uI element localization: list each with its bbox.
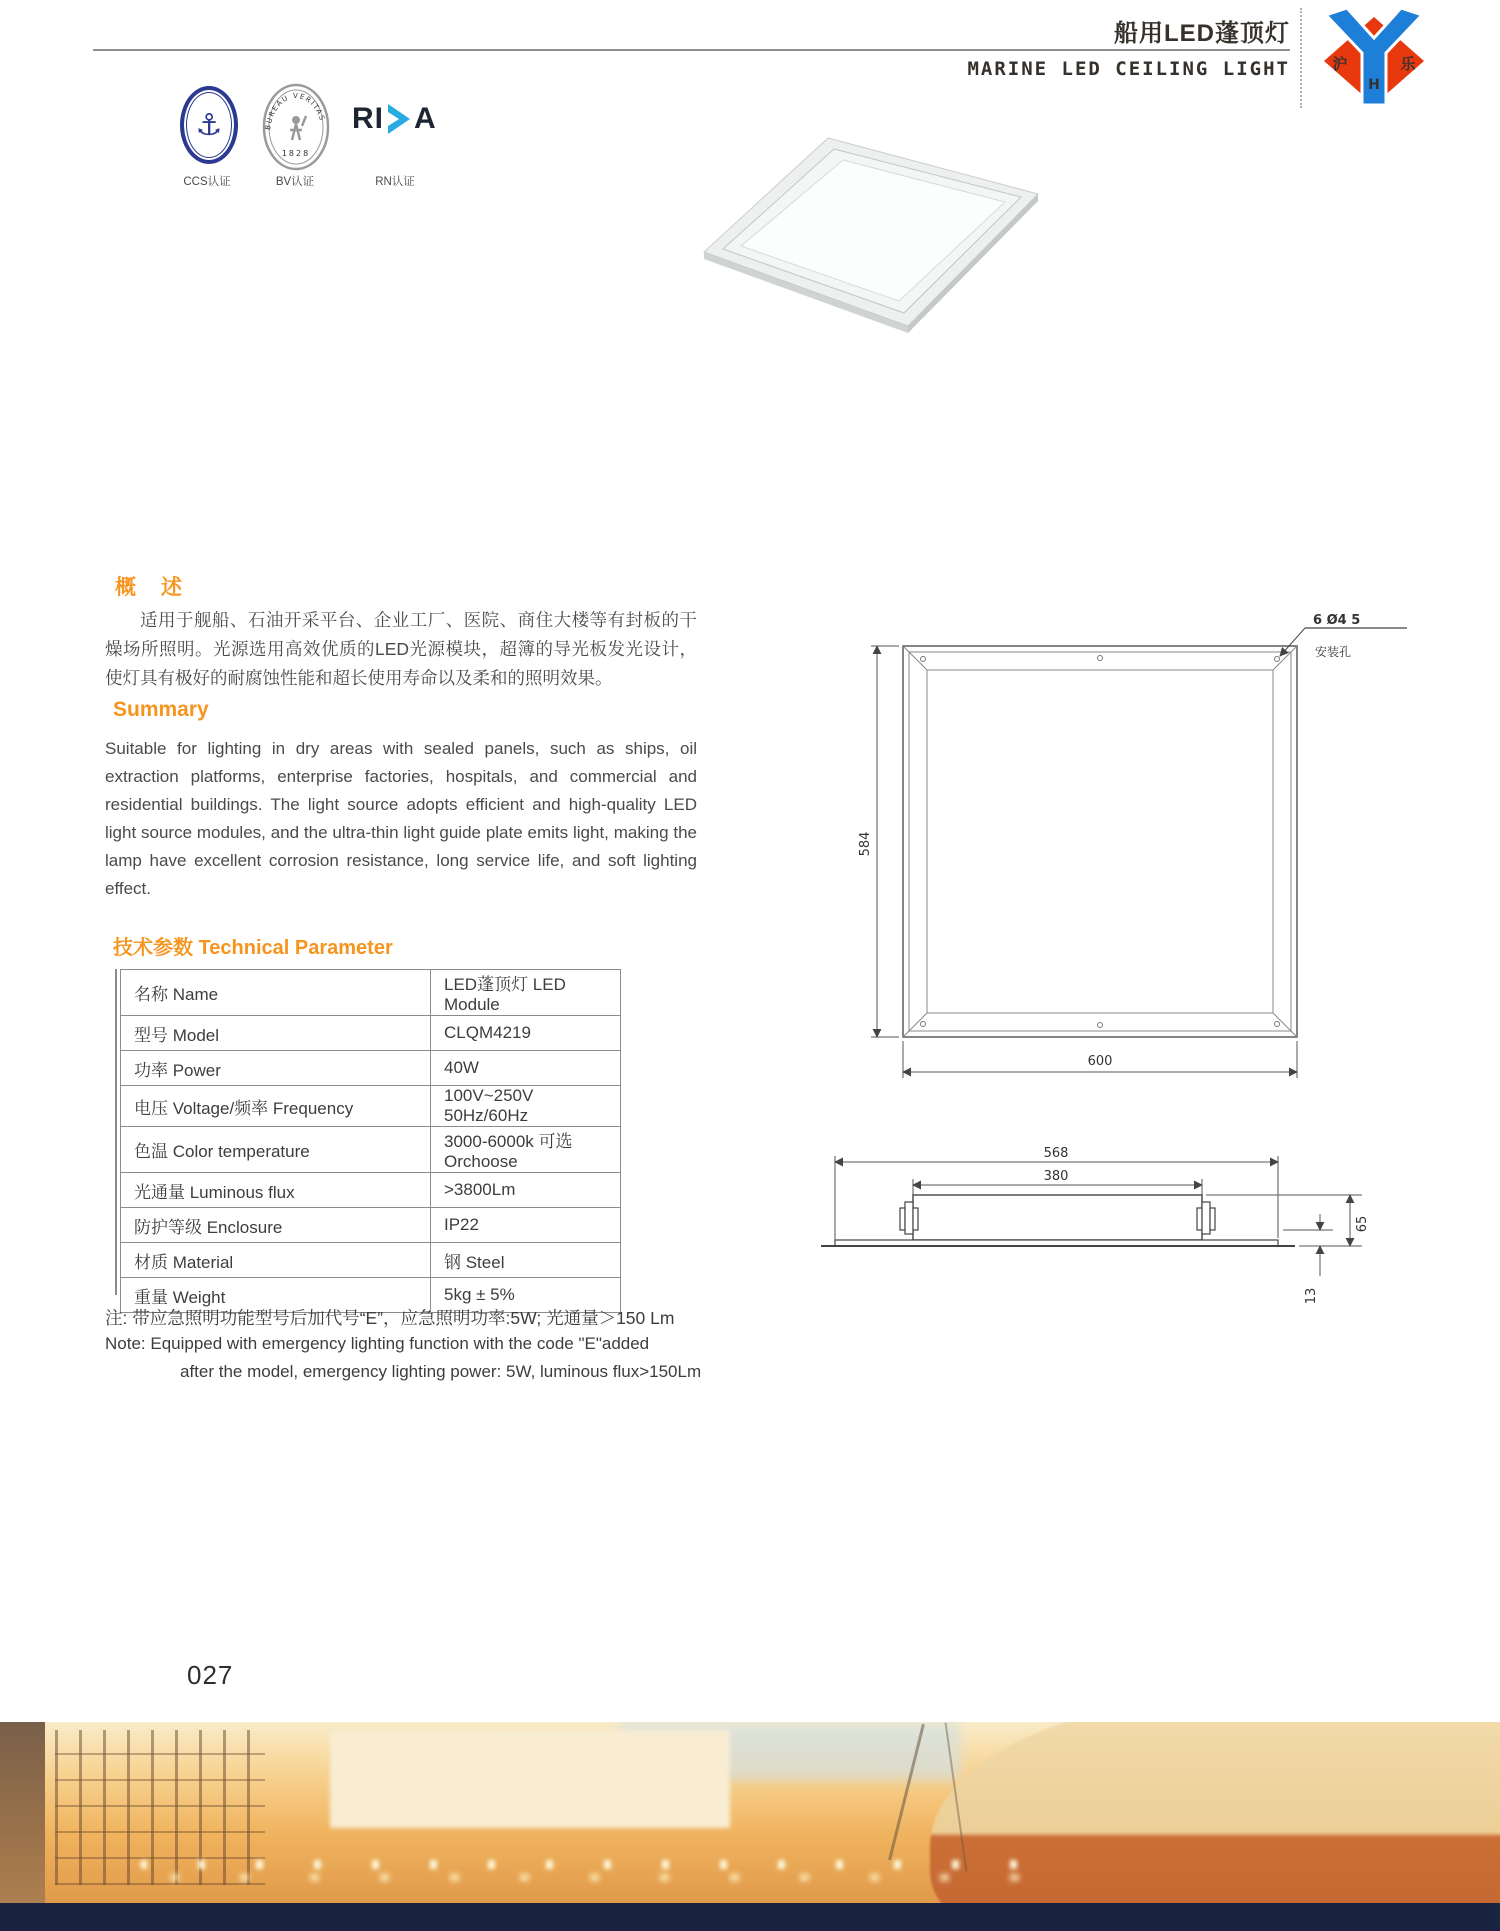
rina-badge-icon	[352, 102, 437, 136]
dim-568: 568	[1043, 1146, 1069, 1161]
company-logo-icon	[1312, 5, 1440, 113]
rina-sail-n-icon	[386, 104, 412, 134]
photo-dock-strip	[0, 1722, 45, 1903]
header-divider	[93, 49, 1290, 51]
bv-figure-icon	[292, 116, 300, 124]
rina-text-left: RI	[352, 102, 384, 135]
logo-char-right: 乐	[1400, 55, 1416, 73]
bv-badge-icon	[260, 82, 332, 177]
param-value: CLQM4219	[431, 1016, 621, 1051]
table-row	[121, 1086, 621, 1127]
param-label: 功率 Power	[121, 1051, 431, 1086]
page-title-en: MARINE LED CEILING LIGHT	[967, 58, 1290, 80]
param-value: 5kg ± 5%	[431, 1278, 621, 1313]
table-row	[121, 970, 621, 1016]
table-double-left-line	[115, 969, 117, 1295]
overview-body-en: Suitable for lighting in dry areas with sealed panels, such as ships, oil extraction platforms, enterprise factories, hospitals, and commercial and residential buildings. The light source adopts efficient and high-quality LED light source modules, and the ultra-thin light guide plate emits light, making the lamp have excellent corrosion resistance, long service life, and soft lighting effect.	[105, 739, 697, 898]
ccs-label: CCS认证	[183, 176, 231, 188]
table-row	[121, 1016, 621, 1051]
page-number: 027	[187, 1660, 234, 1690]
param-label: 材质 Material	[121, 1243, 431, 1278]
dim-380: 380	[1043, 1169, 1069, 1184]
page-title-zh: 船用LED蓬顶灯	[1114, 20, 1290, 47]
hole-note-sub: 安装孔	[1315, 645, 1352, 659]
overview-heading-en: Summary	[113, 698, 209, 721]
dim-13: 13	[1304, 1287, 1319, 1305]
param-label: 重量 Weight	[121, 1278, 431, 1313]
param-label: 型号 Model	[121, 1016, 431, 1051]
note-line-en2: after the model, emergency lighting power: 5W, luminous flux>150Lm	[180, 1362, 702, 1381]
param-label: 电压 Voltage/频率 Frequency	[121, 1086, 431, 1127]
table-row	[121, 1208, 621, 1243]
param-label: 防护等级 Enclosure	[121, 1208, 431, 1243]
hole-note: 6 Ø4 5	[1313, 613, 1361, 628]
param-label: 名称 Name	[121, 970, 431, 1016]
param-label: 色温 Color temperature	[121, 1127, 431, 1173]
bv-year: 1828	[281, 149, 311, 158]
photo-dock-lights	[140, 1860, 1020, 1869]
ccs-badge-icon	[180, 86, 238, 164]
dim-584: 584	[858, 831, 873, 857]
overview-body-zh: 适用于舰船、石油开采平台、企业工厂、医院、商住大楼等有封板的干燥场所照明。光源选用高效优质的LED光源模块，超簿的导光板发光设计，使灯具有极好的耐腐蚀性能和超长使用寿命以及柔和的照明效果。	[105, 610, 697, 688]
table-row	[121, 1173, 621, 1208]
rina-text-right: A	[414, 102, 437, 135]
footer-navy-bar	[0, 1903, 1500, 1931]
header-dotted-separator	[1300, 8, 1302, 108]
table-row	[121, 1243, 621, 1278]
param-value: 100V~250V 50Hz/60Hz	[431, 1086, 621, 1127]
note-line-en1: Note: Equipped with emergency lighting function with the code "E"added	[105, 1334, 650, 1353]
parameters-table	[120, 969, 621, 1313]
parameters-heading: 技术参数 Technical Parameter	[113, 937, 393, 959]
param-label: 光通量 Luminous flux	[121, 1173, 431, 1208]
param-value: LED蓬顶灯 LED Module	[431, 970, 621, 1016]
param-value: 钢 Steel	[431, 1243, 621, 1278]
bv-ring-text: BUREAU VERITAS	[264, 91, 327, 131]
anchor-icon: ⚓	[195, 107, 223, 143]
dim-65: 65	[1355, 1215, 1370, 1233]
table-row	[121, 1051, 621, 1086]
logo-char-mid: H	[1368, 77, 1380, 93]
logo-char-left: 沪	[1332, 55, 1348, 73]
dim-600: 600	[1087, 1054, 1113, 1069]
param-value: 3000-6000k 可选Orchoose	[431, 1127, 621, 1173]
overview-heading-zh: 概 述	[115, 576, 184, 599]
bv-label: BV认证	[275, 176, 315, 188]
rina-label: RN认证	[375, 176, 415, 188]
side-view-drawing	[818, 1138, 1398, 1333]
param-value: 40W	[431, 1051, 621, 1086]
note-line-zh: 注: 带应急照明功能型号后加代号“E”，应急照明功率:5W; 光通量＞150 Lm	[105, 1308, 675, 1328]
param-value: >3800Lm	[431, 1173, 621, 1208]
photo-building	[330, 1730, 730, 1828]
table-row	[121, 1127, 621, 1173]
footer-photo	[0, 1722, 1500, 1903]
top-view-drawing	[855, 612, 1415, 1092]
product-image	[700, 132, 1045, 342]
param-value: IP22	[431, 1208, 621, 1243]
photo-dock-lights	[170, 1874, 1030, 1881]
